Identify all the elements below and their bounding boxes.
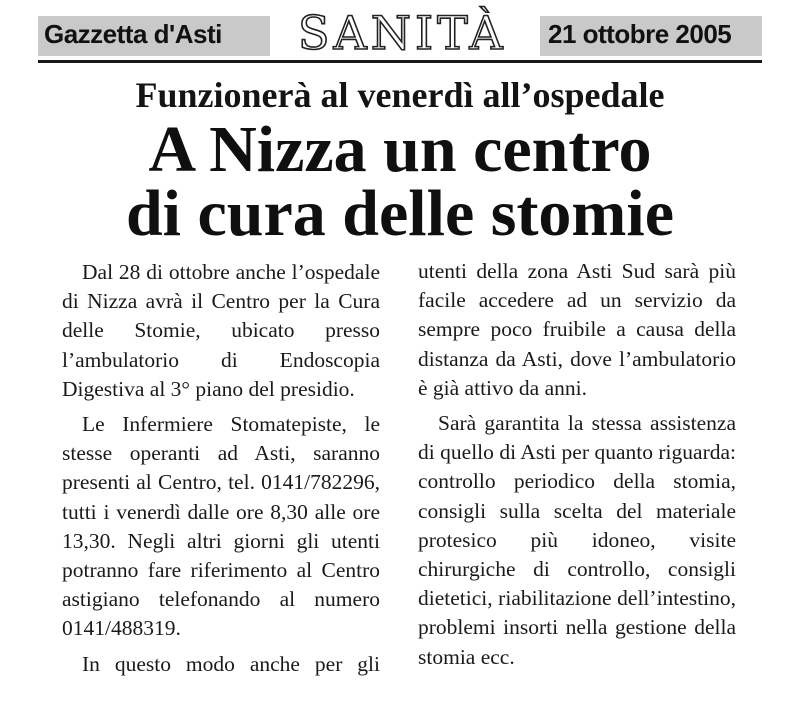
body-paragraph: In questo modo anche per gli [82, 651, 380, 676]
section-title: SANITÀ [298, 6, 507, 60]
article-column-right [418, 257, 736, 672]
article-column-left [62, 258, 380, 679]
masthead-rule [38, 60, 762, 63]
body-paragraph: Dal 28 di ottobre anche l’ospedale di Nizza avrà il Centro per la Cura delle Stomie, ubicato presso l’ambulatorio di Endoscopia Digestiva al 3° piano del presidio. [62, 260, 380, 401]
newspaper-name: Gazzetta d'Asti [44, 19, 222, 49]
body-paragraph: Sarà garantita la stessa assistenza di quello di Asti per quanto riguarda: controllo periodico della stomia, consigli sulla scelta del materiale protesico più idoneo, visite chirurgiche di controllo, consigli dietetici, riabilitazione dell’intestino, problemi insorti nella gestione della stomia ecc. [418, 411, 736, 669]
masthead [0, 0, 800, 64]
article-headline [0, 113, 800, 250]
body-paragraph: Le Infermiere Stomatepiste, le stesse operanti ad Asti, saranno presenti al Centro, tel. 0141/782296, tutti i venerdì dalle ore 8,30 alle ore 13,30. Negli altri giorni gli utenti potranno fare riferimento al Centro astigiano telefonando al numero 0141/488319. [62, 412, 380, 641]
publication-date: 21 ottobre 2005 [548, 19, 732, 49]
headline-line-2: di cura delle stomie [125, 177, 675, 250]
headline-line-1: A Nizza un centro [148, 113, 652, 186]
body-paragraph: utenti della zona Asti Sud sarà più facile accedere ad un servizio da sempre poco fruibile a causa della distanza da Asti, dove l’ambulatorio è già attivo da anni. [418, 259, 736, 400]
article-kicker: Funzionerà al venerdì all’ospedale [135, 75, 665, 115]
